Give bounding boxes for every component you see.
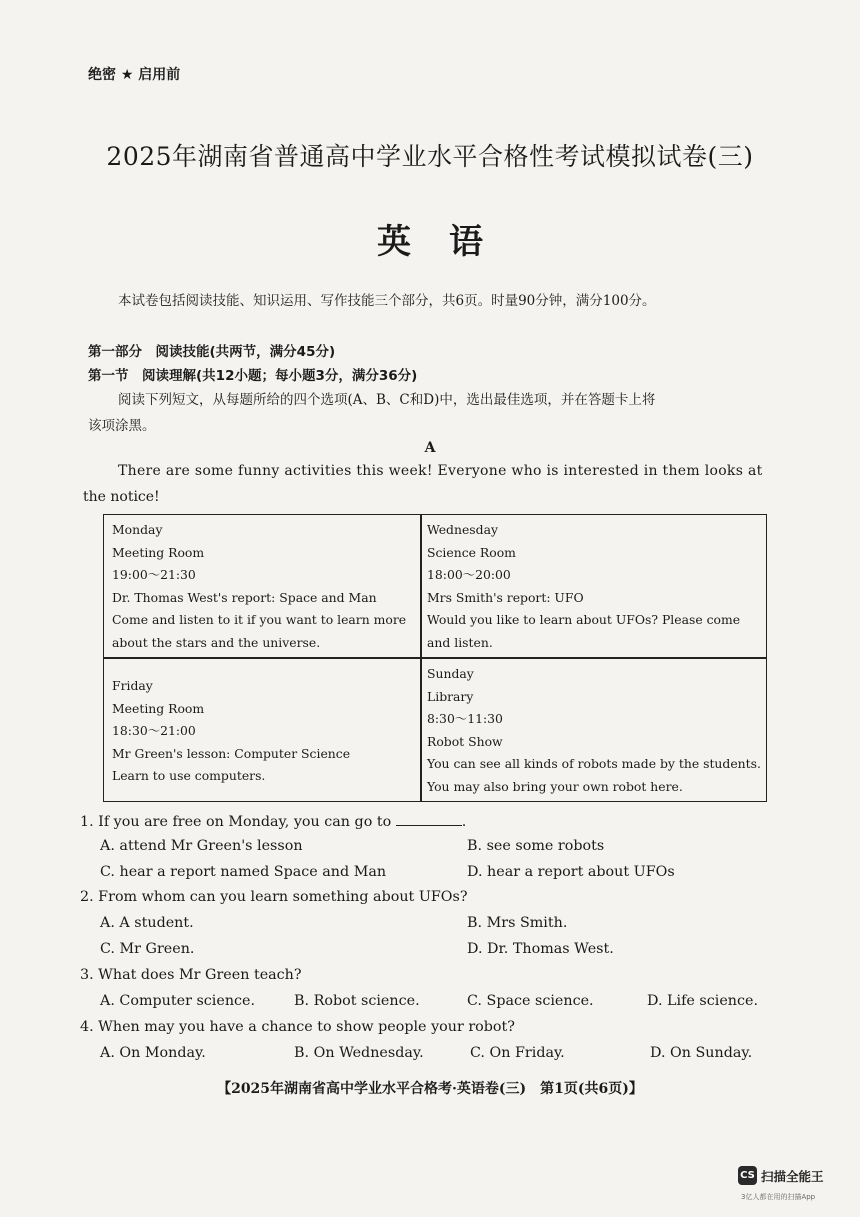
passage-intro-line-2: the notice! [83,489,160,505]
notice-cell-friday [112,675,350,788]
answer-blank [396,814,462,826]
question-2-option-d: D. Dr. Thomas West. [467,941,614,957]
notice-line: and listen. [427,634,493,650]
instruction-line-1: 阅读下列短文，从每题所给的四个选项(A、B、C和D)中，选出最佳选项，并在答题卡上将 [118,392,656,408]
notice-line: 19:00～21:30 [112,567,196,582]
notice-cell-sunday [427,663,761,798]
question-2-option-a: A. A student. [100,915,194,931]
passage-intro-line-1: There are some funny activities this week! Everyone who is interested in them looks at [118,463,763,479]
section-heading: 第一节 阅读理解(共12小题；每小题3分，满分36分) [88,368,418,384]
notice-line: about the stars and the universe. [112,634,321,650]
scanner-watermark [738,1166,824,1185]
notice-line: Learn to use computers. [112,768,266,783]
question-4-option-c: C. On Friday. [470,1045,565,1061]
notice-line: Monday [112,522,163,537]
notice-line: 18:30～21:00 [112,723,196,738]
question-3-option-c: C. Space science. [467,993,594,1009]
question-1-option-d: D. hear a report about UFOs [467,864,675,880]
question-2-option-b: B. Mrs Smith. [467,915,568,931]
notice-line: 8:30～11:30 [427,711,503,726]
notice-cell-wednesday [427,519,740,654]
notice-line: Friday [112,678,153,693]
exam-intro: 本试卷包括阅读技能、知识运用、写作技能三个部分，共6页。时量90分钟，满分100分。 [118,293,656,309]
part-heading: 第一部分 阅读技能(共两节，满分45分) [88,344,336,360]
notice-line: Robot Show [427,733,503,749]
passage-label: A [424,440,436,456]
notice-line: Meeting Room [112,700,205,716]
notice-line: You can see all kinds of robots made by the students. [427,756,761,771]
confidential-label: 绝密 ★ 启用前 [88,67,181,83]
question-4-option-d: D. On Sunday. [650,1045,753,1061]
notice-line: You may also bring your own robot here. [427,778,683,794]
activity-notice-table [103,514,767,802]
notice-cell-monday [112,519,406,654]
exam-title: 2025年湖南省普通高中学业水平合格性考试模拟试卷(三) [106,142,754,171]
notice-line: Come and listen to it if you want to learn more [112,612,407,627]
question-4-option-b: B. On Wednesday. [294,1045,424,1061]
table-divider-horizontal [104,657,766,659]
question-4-stem: 4. When may you have a chance to show people your robot? [80,1019,515,1035]
notice-line: Mrs Smith's report: UFO [427,589,584,605]
question-1-option-b: B. see some robots [467,838,605,854]
question-4-option-a: A. On Monday. [100,1045,206,1061]
notice-line: Library [427,688,474,704]
subject-title: 英语 [377,222,521,262]
notice-line: Meeting Room [112,544,205,560]
scanner-tagline: 3亿人都在用的扫描App [741,1193,816,1201]
notice-line: Wednesday [427,522,498,537]
question-3-option-a: A. Computer science. [100,993,256,1009]
question-3-stem: 3. What does Mr Green teach? [80,967,302,983]
question-3-option-b: B. Robot science. [294,993,420,1009]
question-1-option-c: C. hear a report named Space and Man [100,864,387,880]
notice-line: Would you like to learn about UFOs? Please come [427,612,741,627]
notice-line: Sunday [427,666,474,681]
question-2-option-c: C. Mr Green. [100,941,195,957]
instruction-line-2: 该项涂黑。 [88,418,156,434]
notice-line: Science Room [427,544,516,560]
question-1-stem: 1. If you are free on Monday, you can go to . [80,814,467,830]
notice-line: Mr Green's lesson: Computer Science [112,745,351,761]
page-footer: 【2025年湖南省高中学业水平合格考·英语卷(三) 第1页(共6页)】 [217,1081,643,1097]
question-3-option-d: D. Life science. [647,993,759,1009]
notice-line: 18:00～20:00 [427,567,511,582]
scanner-app-name: 扫描全能王 [761,1168,824,1184]
question-2-stem: 2. From whom can you learn something about UFOs? [80,889,468,905]
notice-line: Dr. Thomas West's report: Space and Man [112,589,377,605]
question-1-option-a: A. attend Mr Green's lesson [100,838,303,854]
camscanner-logo-icon: CS [738,1166,757,1185]
